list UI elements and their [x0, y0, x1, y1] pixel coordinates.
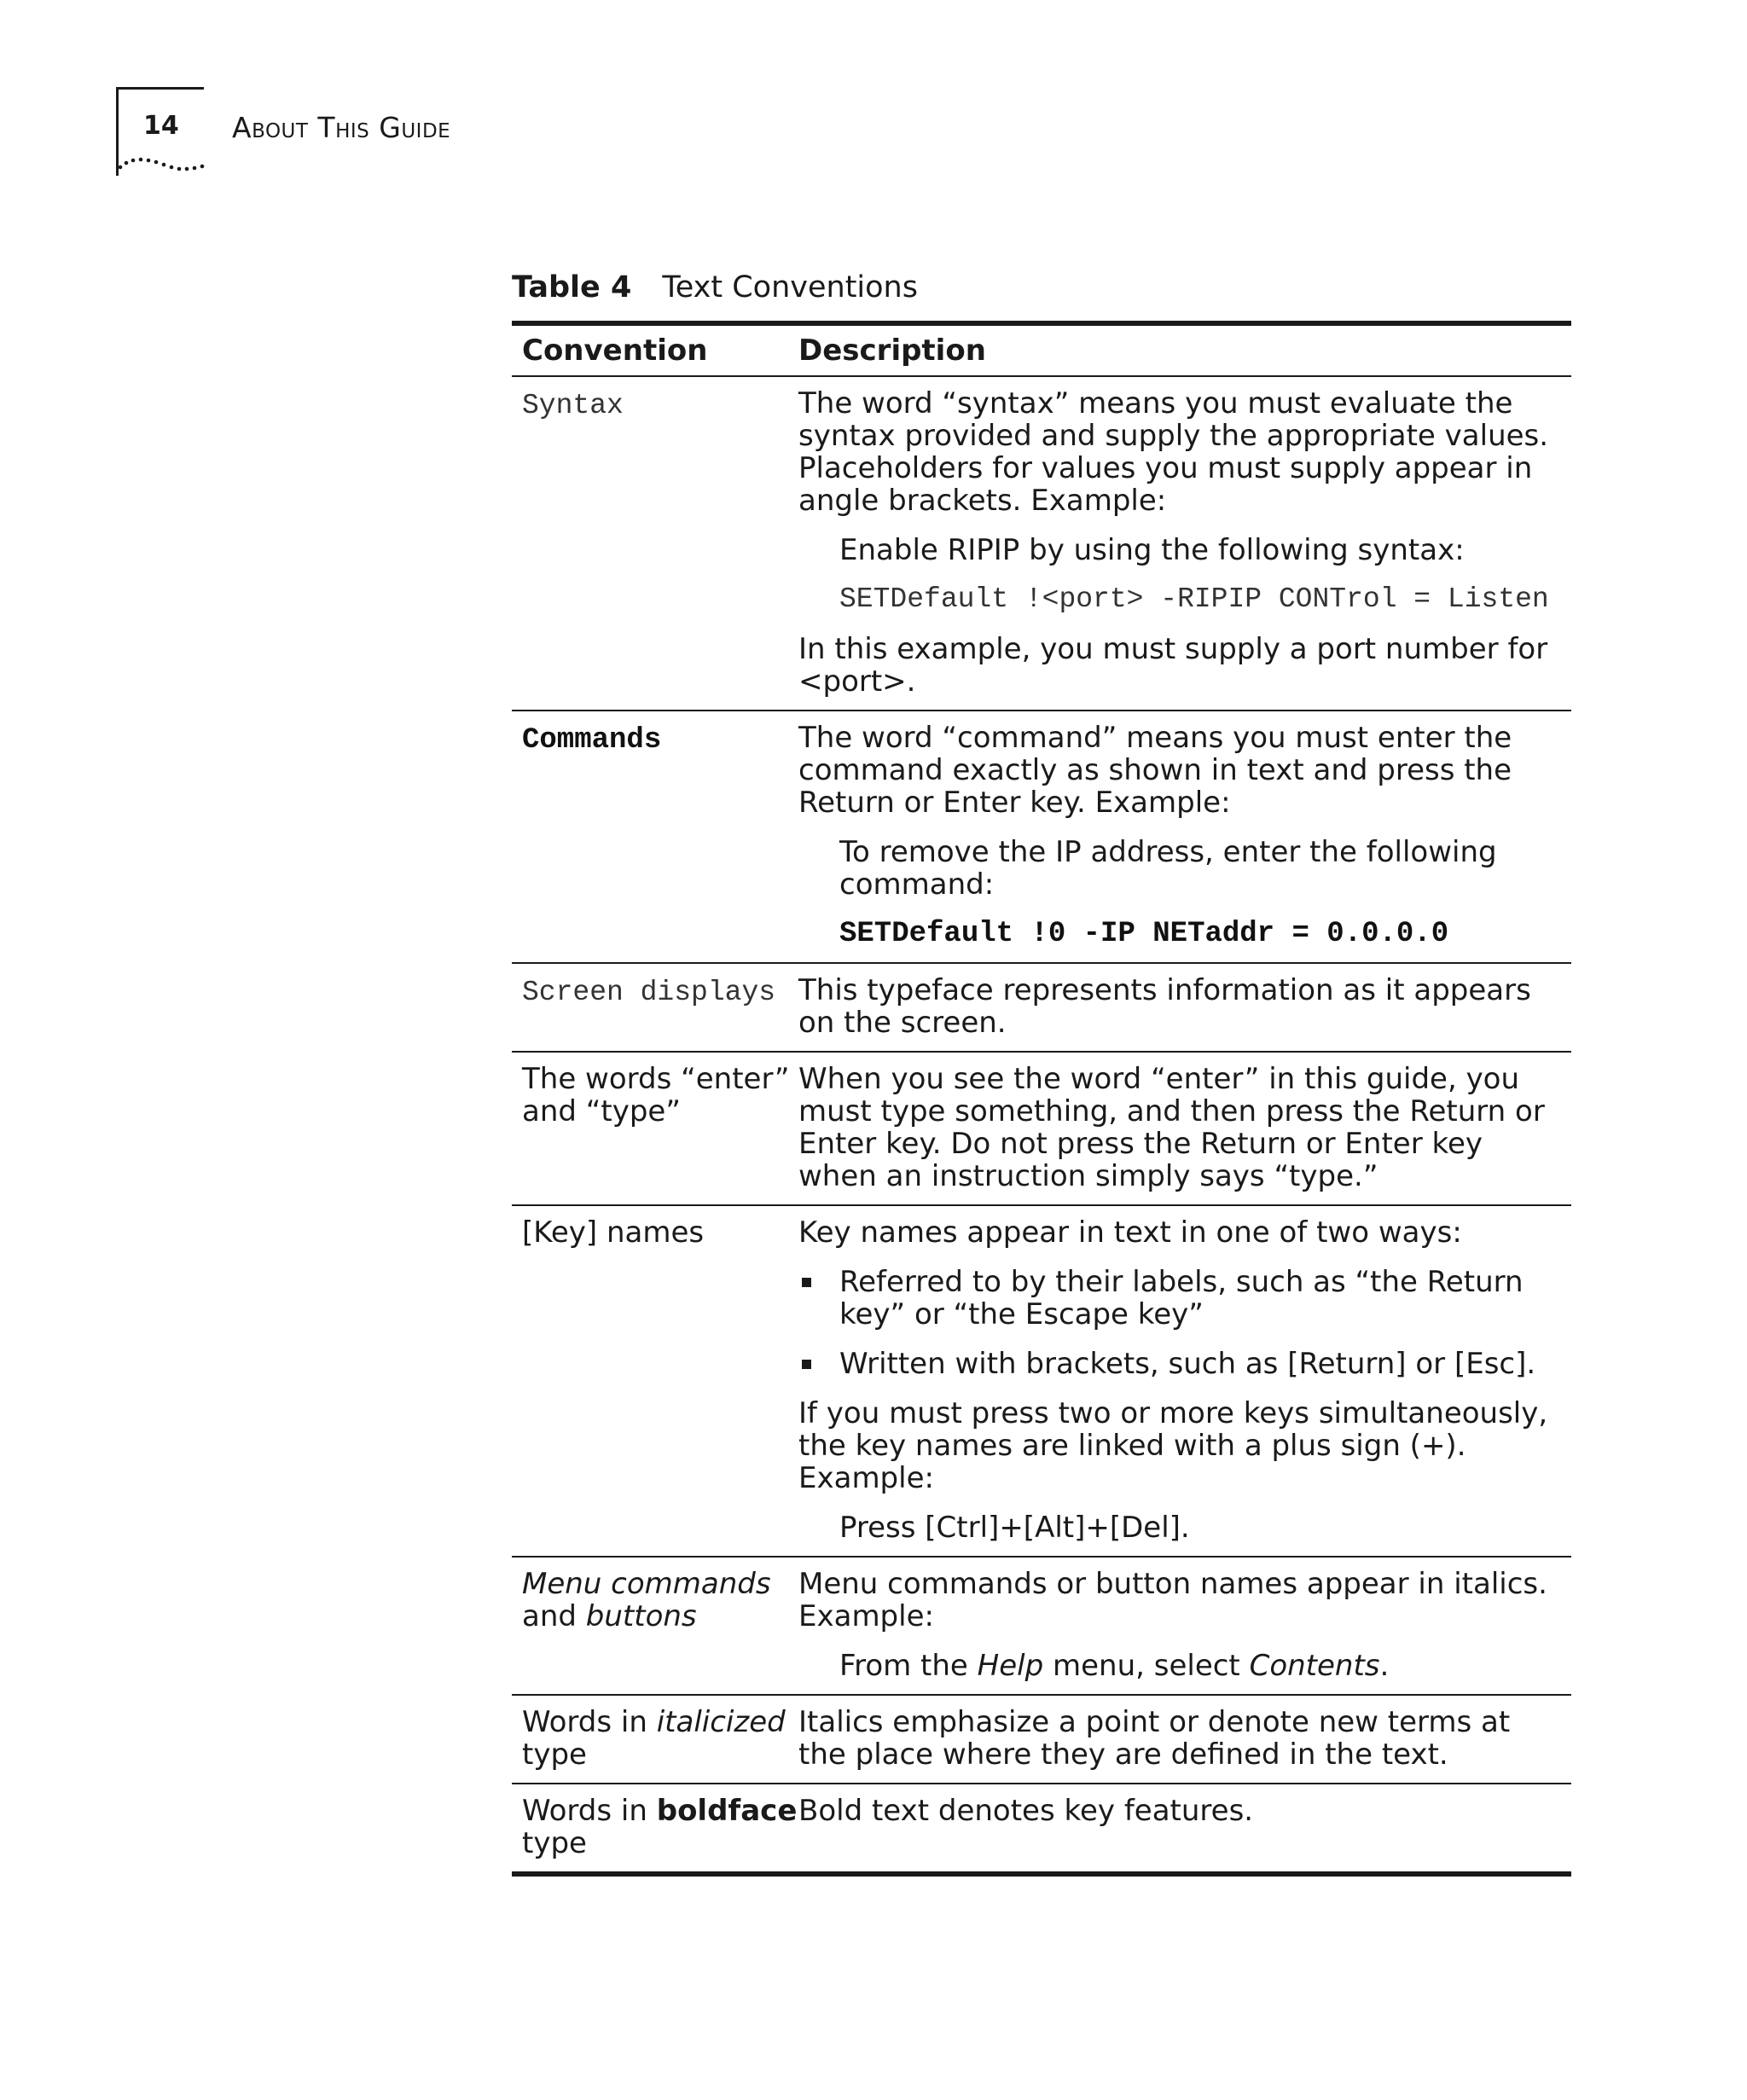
table-caption	[512, 266, 918, 309]
table-row	[512, 1694, 1571, 1783]
table-row	[512, 1556, 1571, 1694]
description-cell	[798, 1784, 1571, 1871]
description-cell	[798, 964, 1571, 1051]
description-cell	[798, 1558, 1571, 1694]
description-cell	[798, 1206, 1571, 1556]
convention-text: and	[522, 1599, 577, 1633]
convention-text: buttons	[585, 1599, 697, 1633]
description-text: Menu commands or button names appear in italics. Example:	[798, 1567, 1547, 1633]
bullet-text: Written with brackets, such as [Return] or [Esc].	[839, 1347, 1536, 1381]
convention-text: boldface	[656, 1794, 798, 1828]
example-text: Enable RIPIP by using the following syntax:	[839, 533, 1465, 567]
description-cell	[798, 711, 1571, 962]
description-text: If you must press two or more keys simultaneously, the key names are linked with a plus sign (+). Example:	[798, 1396, 1548, 1495]
description-cell	[798, 1053, 1571, 1204]
square-bullet-icon	[798, 1348, 839, 1380]
column-header-description: Description	[798, 334, 986, 368]
convention-cell	[512, 1784, 798, 1871]
convention-cell	[512, 377, 798, 710]
running-head: About This Guide	[232, 111, 451, 144]
column-header-convention: Convention	[522, 334, 708, 368]
example-part: From the	[839, 1649, 968, 1683]
page-number: 14	[143, 111, 179, 141]
table-row	[512, 962, 1571, 1051]
description-text: This typeface represents information as it appears on the screen.	[798, 973, 1531, 1040]
example-text: To remove the IP address, enter the following command:	[839, 835, 1497, 902]
example-code: SETDefault !<port> -RIPIP CONTrol = Listen	[839, 583, 1549, 615]
example-part: .	[1379, 1649, 1390, 1683]
table-row	[512, 1051, 1571, 1204]
page-header	[0, 0, 1747, 188]
convention-text: Words in	[522, 1794, 647, 1828]
convention-text: italicized	[656, 1705, 786, 1739]
convention-screen-displays: Screen displays	[522, 977, 776, 1008]
table-row	[512, 1783, 1571, 1871]
square-bullet-icon	[798, 1266, 839, 1331]
description-text: Italics emphasize a point or denote new terms at the place where they are defined in the text.	[798, 1705, 1511, 1772]
convention-cell	[512, 1558, 798, 1694]
description-text: The word “syntax” means you must evaluate the syntax provided and supply the appropriate values. Placeholders for values you must supply appear in angle brackets. Example:	[798, 386, 1549, 518]
table-header-row	[512, 326, 1571, 377]
convention-commands: Commands	[522, 724, 662, 757]
description-cell	[798, 377, 1571, 710]
convention-cell: The words “enter” and “type”	[522, 1062, 790, 1128]
example-code: SETDefault !0 -IP NETaddr = 0.0.0.0	[839, 918, 1449, 950]
convention-cell	[512, 1696, 798, 1783]
example-part: Help	[977, 1649, 1044, 1683]
bullet-text: Referred to by their labels, such as “the Return key” or “the Escape key”	[839, 1265, 1524, 1331]
bullet-item	[798, 1348, 1563, 1380]
table-row	[512, 377, 1571, 710]
table-caption-number: Table 4	[512, 270, 632, 305]
example-text: Press [Ctrl]+[Alt]+[Del].	[839, 1511, 1190, 1545]
table-row	[512, 1204, 1571, 1556]
table-row	[512, 710, 1571, 962]
convention-cell	[512, 964, 798, 1051]
dotted-arc-icon	[118, 150, 206, 176]
description-text: When you see the word “enter” in this guide, you must type something, and then press the Return or Enter key. Do not press the Return or Enter key when an instruction simply says “type.”	[798, 1062, 1545, 1193]
corner-rule-horizontal	[116, 87, 204, 90]
convention-text: Menu commands	[522, 1567, 771, 1601]
description-text: Key names appear in text in one of two ways:	[798, 1215, 1462, 1250]
convention-cell	[512, 711, 798, 962]
convention-text: type	[522, 1737, 587, 1772]
description-text: Bold text denotes key features.	[798, 1794, 1254, 1828]
description-text: The word “command” means you must enter the command exactly as shown in text and press the Return or Enter key. Example:	[798, 721, 1512, 820]
convention-text: type	[522, 1826, 587, 1860]
example-part: Contents	[1249, 1649, 1380, 1683]
table-caption-title: Text Conventions	[662, 270, 918, 305]
example-text	[798, 1650, 1563, 1682]
example-part: menu, select	[1052, 1649, 1240, 1683]
convention-text: Words in	[522, 1705, 647, 1739]
convention-cell: [Key] names	[522, 1215, 705, 1250]
description-cell	[798, 1696, 1571, 1783]
description-text: In this example, you must supply a port number for <port>.	[798, 632, 1548, 699]
text-conventions-table	[512, 321, 1571, 1877]
bullet-item	[798, 1266, 1563, 1331]
convention-syntax: Syntax	[522, 390, 624, 421]
